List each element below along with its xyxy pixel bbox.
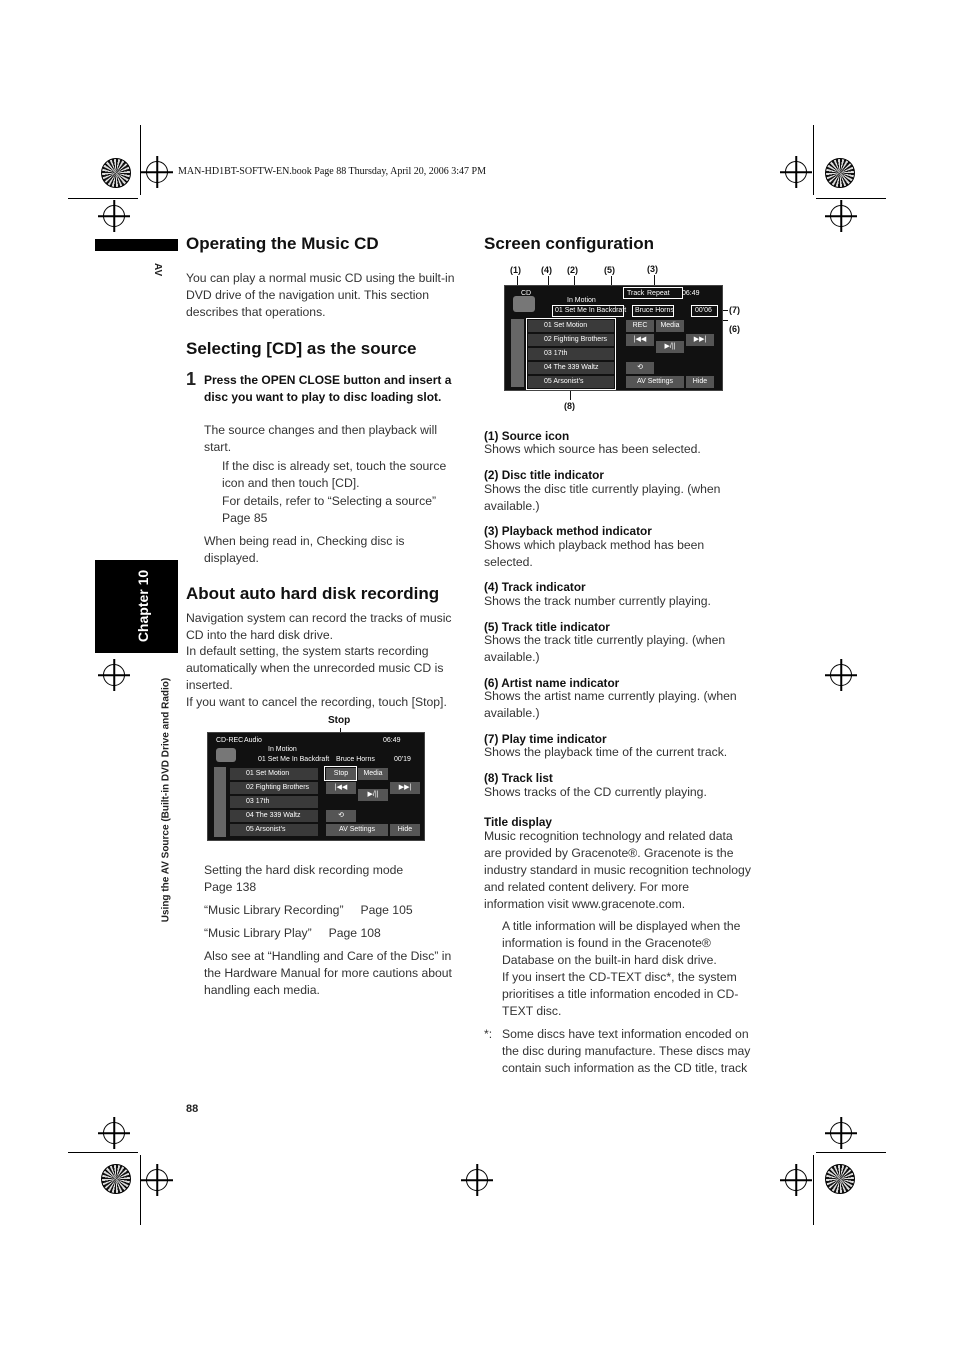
stop-highlight xyxy=(324,766,357,781)
registration-mark-icon xyxy=(146,161,168,183)
screen-play-time: 00'19 xyxy=(394,756,411,763)
av-settings-button[interactable]: AV Settings xyxy=(626,376,684,388)
previous-track-button[interactable]: |◀◀ xyxy=(626,334,654,346)
registration-wheel-icon xyxy=(101,1164,131,1194)
crop-mark xyxy=(68,1152,138,1153)
track-list-item[interactable]: 01 Set Motion xyxy=(528,320,614,332)
item-label-play-time: (7) Play time indicator xyxy=(484,732,607,746)
chapter-label: Chapter 10 xyxy=(135,569,151,643)
registration-mark-icon xyxy=(466,1169,488,1191)
page-number: 88 xyxy=(186,1103,199,1115)
track-list-item[interactable]: 01 Set Motion xyxy=(230,768,318,780)
intro-paragraph: You can play a normal music CD using the built-in DVD drive of the navigation unit. This section describes that operations. xyxy=(186,271,455,319)
registration-mark-icon xyxy=(103,205,125,227)
ref-music-library-play: “Music Library Play” Page 108 xyxy=(204,926,381,940)
track-list-item[interactable]: 03 17th xyxy=(528,348,614,360)
item-desc-artist: Shows the artist name currently playing. (when available.) xyxy=(484,689,737,720)
hide-button[interactable]: Hide xyxy=(390,824,420,836)
item-desc-playback-method: Shows which playback method has been selected. xyxy=(484,538,705,569)
item-label-source-icon: (1) Source icon xyxy=(484,429,570,443)
track-list-item[interactable]: 02 Fighting Brothers xyxy=(528,334,614,346)
title-note-cd-text: If you insert the CD-TEXT disc*, the system prioritises a title information encoded in CD-TEXT disc. xyxy=(502,970,739,1018)
screen-play-time: 00'06 xyxy=(695,307,712,314)
item-label-playback-method: (3) Playback method indicator xyxy=(484,524,652,538)
note-disc-set: If the disc is already set, touch the source icon and then touch [CD]. xyxy=(222,459,447,490)
previous-track-button[interactable]: |◀◀ xyxy=(326,782,356,794)
item-desc-track-title: Shows the track title currently playing. (when available.) xyxy=(484,633,726,664)
callout-6: (6) xyxy=(729,324,740,334)
callout-3: (3) xyxy=(647,264,658,274)
av-settings-button[interactable]: AV Settings xyxy=(326,824,388,836)
play-pause-button[interactable]: ▶/|| xyxy=(656,341,684,353)
ref-music-library-recording: “Music Library Recording” Page 105 xyxy=(204,903,413,917)
registration-wheel-icon xyxy=(825,1164,855,1194)
footnote-text: Some discs have text information encoded on the disc during manufacture. These discs may contain such information as the CD title, track xyxy=(502,1027,751,1075)
track-list-item[interactable]: 05 Arsonist's xyxy=(528,376,614,388)
artist-highlight xyxy=(632,305,674,317)
next-track-button[interactable]: ▶▶| xyxy=(686,334,714,346)
av-tab-label: AV xyxy=(152,263,163,277)
heading-selecting-cd: Selecting [CD] as the source xyxy=(186,339,417,358)
screen-mode-label: Audio xyxy=(244,737,262,744)
cd-source-icon xyxy=(216,748,236,762)
section-running-title: Using the AV Source (Built-in DVD Drive and Radio) xyxy=(160,677,172,923)
track-scrollbar[interactable] xyxy=(511,319,524,387)
track-list-item[interactable]: 04 The 339 Waltz xyxy=(230,810,318,822)
hide-button[interactable]: Hide xyxy=(686,376,714,388)
crop-mark xyxy=(813,1155,814,1225)
registration-mark-icon xyxy=(785,161,807,183)
heading-auto-recording: About auto hard disk recording xyxy=(186,584,440,603)
crop-mark xyxy=(140,125,141,195)
registration-wheel-icon xyxy=(825,158,855,188)
recording-paragraph-1: Navigation system can record the tracks of music CD into the hard disk drive. xyxy=(186,611,452,642)
crop-mark xyxy=(813,125,814,195)
registration-mark-icon xyxy=(785,1169,807,1191)
crop-mark xyxy=(140,1155,141,1225)
item-desc-play-time: Shows the playback time of the current track. xyxy=(484,745,728,759)
registration-mark-icon xyxy=(830,664,852,686)
stop-callout-label: Stop xyxy=(328,715,351,726)
side-tab-bar xyxy=(95,239,178,251)
step-number: 1 xyxy=(186,369,197,389)
media-button[interactable]: Media xyxy=(656,320,684,332)
screen-source-label: CD-REC xyxy=(216,737,244,744)
item-label-track: (4) Track indicator xyxy=(484,580,586,594)
item-label-track-list: (8) Track list xyxy=(484,771,553,785)
track-list-item[interactable]: 02 Fighting Brothers xyxy=(230,782,318,794)
recording-screen-image xyxy=(207,732,425,841)
track-list-item[interactable]: 05 Arsonist's xyxy=(230,824,318,836)
item-label-track-title: (5) Track title indicator xyxy=(484,620,610,634)
item-label-disc-title: (2) Disc title indicator xyxy=(484,468,604,482)
screen-repeat-label: Track xyxy=(627,290,645,297)
screen-album-title: In Motion xyxy=(567,297,596,304)
ref-recording-mode: Setting the hard disk recording mode Page 138 xyxy=(204,863,404,894)
screen-artist: Bruce Horns xyxy=(635,307,674,314)
title-display-label: Title display xyxy=(484,815,552,829)
heading-screen-configuration: Screen configuration xyxy=(484,234,655,253)
disc-title-highlight xyxy=(552,305,627,317)
play-pause-button[interactable]: ▶/|| xyxy=(358,789,388,801)
title-note-gracenote: A title information will be displayed when the information is found in the Gracenote® Database on the built-in hard disk drive. xyxy=(502,919,741,967)
registration-wheel-icon xyxy=(101,158,131,188)
registration-mark-icon xyxy=(103,664,125,686)
screen-album-title: In Motion xyxy=(268,746,297,753)
callout-8: (8) xyxy=(564,401,575,411)
screen-clock: 06:49 xyxy=(682,290,700,297)
item-desc-source-icon: Shows which source has been selected. xyxy=(484,442,701,456)
recording-paragraph-2: In default setting, the system starts recording automatically when the unrecorded music CD is inserted. xyxy=(186,644,444,692)
media-button[interactable]: Media xyxy=(358,768,388,780)
recording-paragraph-3: If you want to cancel the recording, touch [Stop]. xyxy=(186,695,447,709)
chapter-tab xyxy=(95,560,178,653)
track-list-item[interactable]: 03 17th xyxy=(230,796,318,808)
callout-4: (4) xyxy=(541,265,552,275)
registration-mark-icon xyxy=(146,1169,168,1191)
callout-7: (7) xyxy=(729,305,740,315)
cd-screen-image xyxy=(504,285,723,391)
callout-5: (5) xyxy=(604,265,615,275)
ref-handling-care: Also see at “Handling and Care of the Disc” in the Hardware Manual for more cautions about handling each media. xyxy=(204,949,452,997)
crop-mark xyxy=(816,198,886,199)
heading-operating-music-cd: Operating the Music CD xyxy=(186,234,379,253)
item-desc-track: Shows the track number currently playing. xyxy=(484,594,711,608)
screen-clock: 06:49 xyxy=(383,737,401,744)
repeat-button[interactable]: ⟲ xyxy=(626,362,654,374)
screen-repeat-value: Repeat xyxy=(647,290,670,297)
stop-button[interactable]: Stop xyxy=(326,768,356,780)
crop-mark xyxy=(68,198,138,199)
crop-mark xyxy=(816,1152,886,1153)
footnote-mark: *: xyxy=(484,1027,493,1041)
playback-method-highlight xyxy=(623,287,683,299)
registration-mark-icon xyxy=(830,1122,852,1144)
note-checking-disc: When being read in, Checking disc is displayed. xyxy=(204,534,405,565)
callout-1: (1) xyxy=(510,265,521,275)
step-instruction: Press the OPEN CLOSE button and insert a disc you want to play to disc loading slot. xyxy=(204,373,452,404)
screen-source-label: CD xyxy=(521,290,532,297)
callout-2: (2) xyxy=(567,265,578,275)
title-display-text: Music recognition technology and related data are provided by Gracenote®. Gracenote is the industry standard in music recognition technology and related content delivery. For more information visit www.gracenote.com. xyxy=(484,829,751,911)
screen-disc-title: 01 Set Me In Backdraft xyxy=(258,756,330,763)
screen-artist: Bruce Horns xyxy=(336,756,375,763)
step-result: The source changes and then playback will start. xyxy=(204,423,438,454)
next-track-button[interactable]: ▶▶| xyxy=(390,782,420,794)
note-selecting-source: For details, refer to “Selecting a source” Page 85 xyxy=(222,494,437,525)
track-scrollbar[interactable] xyxy=(214,767,226,837)
repeat-button[interactable]: ⟲ xyxy=(326,810,356,822)
registration-mark-icon xyxy=(830,205,852,227)
play-time-highlight xyxy=(691,305,718,317)
screen-disc-title: 01 Set Me In Backdraft xyxy=(555,307,627,314)
item-desc-disc-title: Shows the disc title currently playing. (when available.) xyxy=(484,482,721,513)
registration-mark-icon xyxy=(103,1122,125,1144)
track-list-highlight xyxy=(526,318,616,390)
track-list-item[interactable]: 04 The 339 Waltz xyxy=(528,362,614,374)
item-desc-track-list: Shows tracks of the CD currently playing. xyxy=(484,785,707,799)
item-label-artist: (6) Artist name indicator xyxy=(484,676,620,690)
rec-button[interactable]: REC xyxy=(626,320,654,332)
file-info-header: MAN-HD1BT-SOFTW-EN.book Page 88 Thursday, April 20, 2006 3:47 PM xyxy=(178,166,486,177)
